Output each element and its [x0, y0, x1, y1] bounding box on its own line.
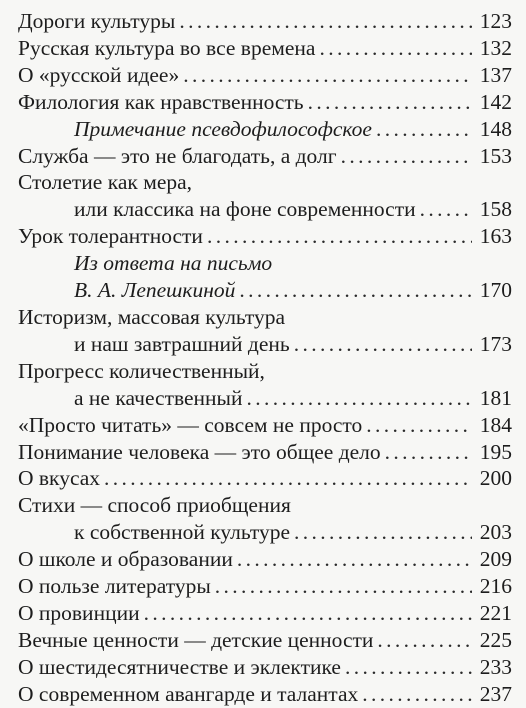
- toc-entry: [18, 546, 512, 573]
- toc-entry: [18, 600, 512, 627]
- toc-page-number: 163: [479, 224, 512, 249]
- dot-leader: [215, 573, 472, 600]
- toc-line: [18, 116, 512, 143]
- toc-entry-title: Понимание человека — это общее дело: [18, 439, 381, 464]
- dot-leader: [183, 62, 472, 89]
- dot-leader: [207, 223, 472, 250]
- dot-leader: [294, 331, 472, 358]
- dot-leader: [319, 35, 472, 62]
- dot-leader: [377, 627, 472, 654]
- toc-page-number: 153: [479, 143, 512, 168]
- toc-entry-title-continuation: и наш завтрашний день: [74, 331, 290, 356]
- toc-line: [18, 412, 512, 439]
- toc-entry-title: Прогресс количественный,: [18, 358, 265, 383]
- toc-line: [18, 223, 512, 250]
- toc-entry-title: Историзм, массовая культура: [18, 304, 286, 329]
- dot-leader: [362, 681, 472, 708]
- toc-page-number: 221: [479, 600, 512, 625]
- toc-line: [18, 304, 512, 331]
- toc-line-continuation: [18, 196, 512, 223]
- toc-page-number: 181: [479, 385, 512, 410]
- toc-line-continuation: [18, 277, 512, 304]
- toc-line: [18, 492, 512, 519]
- toc-line: [18, 600, 512, 627]
- toc-entry: [18, 358, 512, 412]
- toc-entry: [18, 89, 512, 116]
- toc-line-continuation: [18, 519, 512, 546]
- toc-page-number: 158: [479, 197, 512, 222]
- toc-entry-title: О пользе литературы: [18, 574, 211, 599]
- toc-entry: [18, 492, 512, 546]
- dot-leader: [420, 196, 472, 223]
- toc-entry: [18, 654, 512, 681]
- toc-entry-title: Примечание псевдофилософское: [74, 116, 372, 141]
- toc-page-number: 233: [479, 654, 512, 679]
- toc-entry-subsection: [18, 116, 512, 143]
- toc-page-number: 203: [479, 520, 512, 545]
- toc-page-number: 216: [479, 574, 512, 599]
- toc-entry-title-continuation: В. А. Лепешкиной: [74, 278, 236, 303]
- toc-page-number: 225: [479, 627, 512, 652]
- toc-entry-title: О «русской идее»: [18, 62, 180, 87]
- toc-entry-title: Стихи — способ приобщения: [18, 493, 291, 518]
- toc-entry-title: Столетие как мера,: [18, 170, 193, 195]
- dot-leader: [376, 116, 472, 143]
- toc-line: [18, 546, 512, 573]
- toc-page-number: 209: [479, 547, 512, 572]
- dot-leader: [345, 654, 472, 681]
- toc-line: [18, 654, 512, 681]
- toc-entry-title: Из ответа на письмо: [74, 251, 273, 276]
- toc-line: [18, 250, 512, 277]
- toc-entry: [18, 169, 512, 223]
- toc-line: [18, 35, 512, 62]
- toc-entry-subsection: [18, 250, 512, 304]
- toc-entry-title-continuation: а не качественный: [74, 385, 243, 410]
- toc-entry-title: Русская культура во все времена: [18, 35, 316, 60]
- toc-line: [18, 681, 512, 708]
- toc-line: [18, 169, 512, 196]
- toc-page-number: 173: [479, 331, 512, 356]
- toc-entry-title: О школе и образовании: [18, 547, 233, 572]
- toc-entry-title-continuation: к собственной культуре: [74, 520, 291, 545]
- toc-entry: [18, 8, 512, 35]
- toc-page-number: 132: [479, 35, 512, 60]
- toc-line: [18, 89, 512, 116]
- toc-page-number: 195: [479, 439, 512, 464]
- dot-leader: [237, 546, 472, 573]
- toc-entry-title: О провинции: [18, 600, 140, 625]
- dot-leader: [104, 465, 472, 492]
- toc-entry: [18, 143, 512, 170]
- toc-entry: [18, 304, 512, 358]
- dot-leader: [247, 385, 472, 412]
- toc-entry-title: О вкусах: [18, 466, 101, 491]
- toc-entry-title: Урок толерантности: [18, 224, 203, 249]
- toc-page-number: 142: [479, 89, 512, 114]
- toc-entry: [18, 412, 512, 439]
- toc-entry-title: Вечные ценности — детские ценности: [18, 627, 374, 652]
- toc-entry: [18, 573, 512, 600]
- toc-page-number: 200: [479, 466, 512, 491]
- toc-entry: [18, 681, 512, 708]
- toc-page-number: 170: [479, 278, 512, 303]
- toc-line: [18, 143, 512, 170]
- toc-page-number: 148: [479, 116, 512, 141]
- toc-entry-title: «Просто читать» — совсем не просто: [18, 412, 363, 437]
- toc-entry: [18, 62, 512, 89]
- dot-leader: [308, 89, 472, 116]
- dot-leader: [366, 412, 472, 439]
- toc-entry-title: Дороги культуры: [18, 9, 176, 33]
- toc-line: [18, 573, 512, 600]
- toc-entry-title: Филология как нравственность: [18, 89, 304, 114]
- toc-page-number: 184: [479, 412, 512, 437]
- toc-line: [18, 358, 512, 385]
- toc-entry: [18, 465, 512, 492]
- toc-line: [18, 8, 512, 35]
- toc-line: [18, 627, 512, 654]
- toc-entry: [18, 223, 512, 250]
- table-of-contents: [18, 8, 512, 708]
- toc-page-number: 123: [479, 9, 512, 33]
- dot-leader: [294, 519, 472, 546]
- toc-entry-title-continuation: или классика на фоне современности: [74, 197, 416, 222]
- dot-leader: [144, 600, 472, 627]
- toc-line-continuation: [18, 385, 512, 412]
- toc-line-continuation: [18, 331, 512, 358]
- dot-leader: [385, 439, 472, 466]
- toc-entry-title: Служба — это не благодать, а долг: [18, 143, 337, 168]
- toc-page-number: 137: [479, 62, 512, 87]
- toc-entry-title: О шестидесятничестве и эклектике: [18, 654, 341, 679]
- toc-line: [18, 62, 512, 89]
- toc-entry-title: О современном авангарде и талантах: [18, 681, 359, 706]
- dot-leader: [341, 143, 472, 170]
- toc-entry: [18, 627, 512, 654]
- toc-page-number: 237: [479, 681, 512, 706]
- toc-entry: [18, 439, 512, 466]
- toc-line: [18, 439, 512, 466]
- dot-leader: [239, 277, 472, 304]
- toc-entry: [18, 35, 512, 62]
- dot-leader: [179, 8, 472, 35]
- toc-line: [18, 465, 512, 492]
